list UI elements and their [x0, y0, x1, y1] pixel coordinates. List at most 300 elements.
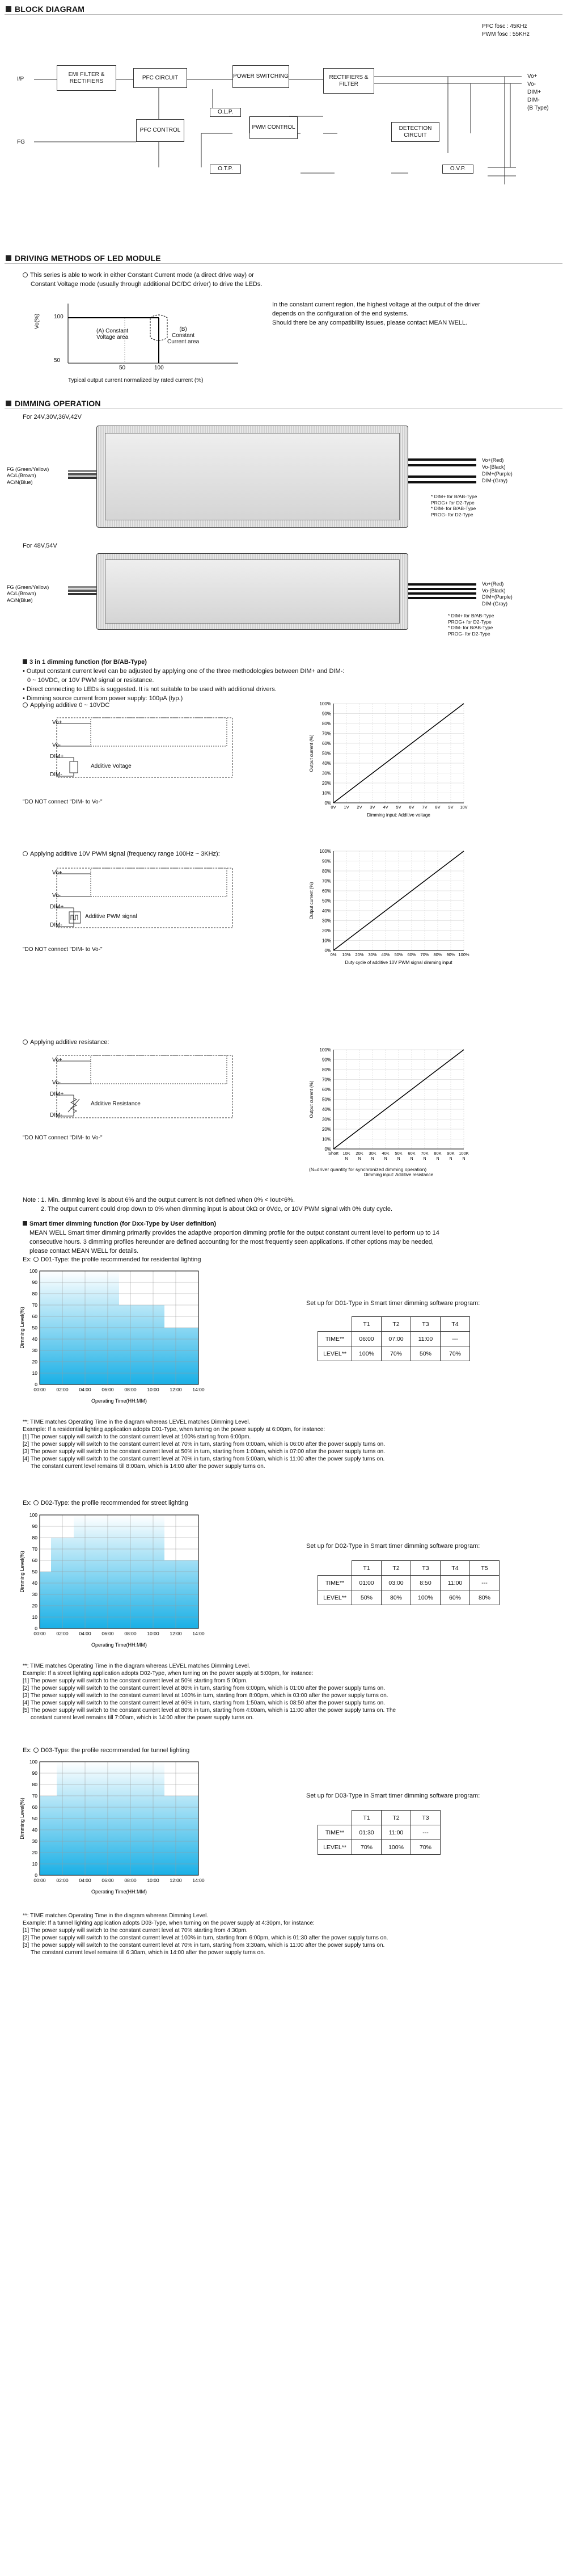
y-tick-label: 50	[32, 1569, 37, 1575]
y-tick-label: 30	[32, 1592, 37, 1597]
table-cell: 11:00	[382, 1825, 411, 1840]
y-tick-label: 10%	[321, 1137, 331, 1142]
x-tick-label: 7V	[422, 805, 428, 810]
table-cell: LEVEL**	[318, 1840, 352, 1855]
y-tick-label: 80	[32, 1782, 37, 1787]
option-2	[23, 850, 220, 859]
section-block-diagram	[5, 5, 562, 15]
x-tick-label: 10:00	[147, 1387, 159, 1392]
y-tick-label: 90%	[321, 1057, 331, 1063]
table-cell: T4	[441, 1317, 470, 1332]
c2-dim-minus: DIM-	[50, 922, 62, 928]
d03-title: D03-Type: the profile recommended for tunnel lighting	[40, 1747, 190, 1754]
y-tick-label: 40	[32, 1336, 37, 1342]
y-tick-label: 30%	[321, 1117, 331, 1122]
y-tick-label: 80	[32, 1291, 37, 1297]
table-cell: 11:00	[411, 1332, 441, 1346]
c1-vo-minus: Vo-	[52, 742, 61, 748]
ovp-block: O.V.P.	[442, 165, 473, 174]
pfc-fosc: PFC fosc : 45KHz	[482, 23, 527, 30]
section-driving-methods	[5, 254, 562, 264]
table-cell: 50%	[411, 1346, 441, 1361]
note-line: [1] The power supply will switch to the constant current level at 100% starting from 6:00pm.	[23, 1434, 251, 1440]
x-tick-label: 60K	[408, 1151, 416, 1156]
y-tick-label: 30	[32, 1838, 37, 1844]
dim-note-2: 2. The output current could drop down to 0% when dimming input is about 0kΩ or 0Vdc, or 10V PWM signal with 0% duty cycle.	[41, 1206, 393, 1213]
note-line: Example: If a tunnel lighting application adopts D03-Type, when turning on the power supply at 4:30pm, for instance:	[23, 1920, 315, 1926]
x-tick-label: 14:00	[192, 1387, 205, 1392]
y-tick-label: 80%	[321, 1067, 331, 1072]
x-tick-label: 14:00	[192, 1631, 205, 1636]
x-tick-label: 40K	[382, 1151, 390, 1156]
x-tick-label: 04:00	[79, 1631, 91, 1636]
y-tick-label: 0%	[324, 801, 331, 806]
vo-minus-wire: Vo-(Black)	[482, 587, 506, 594]
table-cell: 80%	[470, 1590, 500, 1605]
section-bullet	[6, 401, 11, 406]
driving-note	[272, 301, 510, 328]
table-cell: 100%	[411, 1590, 441, 1605]
x-tick-sublabel: N	[462, 1157, 466, 1161]
dim-minus-wire: DIM-(Gray)	[482, 601, 507, 607]
area-b-l1: (B)	[179, 326, 187, 332]
table-cell: 100%	[352, 1346, 382, 1361]
y-tick-label: 80	[32, 1535, 37, 1540]
x-tick-label: 00:00	[33, 1387, 46, 1392]
table-cell: TIME**	[318, 1825, 352, 1840]
note-line1: In the constant current region, the highest voltage at the output of the driver	[272, 301, 480, 308]
x-tick-label: 08:00	[124, 1878, 137, 1883]
y-tick-label: 100%	[319, 1047, 331, 1053]
b1b-text: 0 ~ 10VDC, or 10V PWM signal or resistance.	[27, 676, 154, 684]
y-tick-label: 40	[32, 1827, 37, 1833]
y-tick-label: 40%	[321, 1107, 331, 1112]
x-tick-label: 100K	[459, 1151, 469, 1156]
fg-wire: FG (Green/Yellow)	[7, 466, 49, 472]
x-tick-label: 9V	[448, 805, 454, 810]
y-tick-label: 90%	[321, 711, 331, 717]
c3-dim-minus: DIM-	[50, 1112, 62, 1118]
table-row	[318, 1332, 470, 1346]
x-tick-label: 08:00	[124, 1387, 137, 1392]
table-cell: T1	[352, 1561, 382, 1576]
x-tick-label: 3V	[370, 805, 375, 810]
c3-vo-plus: Vo+	[52, 1057, 62, 1063]
x-tick-sublabel: N	[423, 1157, 426, 1161]
dimming-chart-voltage	[306, 698, 488, 828]
x-tick-label: 80%	[433, 952, 442, 957]
x-tick-label: Short	[328, 1151, 338, 1156]
additive-voltage-label: Additive Voltage	[91, 763, 132, 769]
smart-intro	[23, 1220, 550, 1256]
note-line: [2] The power supply will switch to the constant current level at 70% in turn, starting from 0:00am, which is 06:00 after the power supply turns on.	[23, 1441, 386, 1447]
y-tick-label: 20%	[321, 928, 331, 933]
y-tick-label: 90	[32, 1770, 37, 1776]
note-line: Example: If a street lighting application adopts D02-Type, when turning on the power supply at 5:00pm, for instance:	[23, 1670, 314, 1677]
three-in-one-title: 3 in 1 dimming function (for B/AB-Type)	[29, 659, 147, 666]
d01-title: D01-Type: the profile recommended for residential lighting	[40, 1256, 201, 1263]
note-line: [1] The power supply will switch to the constant current level at 70% starting from 4:30pm.	[23, 1927, 248, 1934]
acl-wire: AC/L(Brown)	[7, 591, 36, 597]
dim-plus-label: DIM+	[527, 89, 541, 95]
dim-note: * DIM- for B/AB-Type	[448, 625, 493, 631]
dim-note: PROG+ for D2-Type	[431, 499, 475, 506]
table-row	[318, 1825, 441, 1840]
table-cell: ---	[411, 1825, 441, 1840]
power-switching-block: POWER SWITCHING	[232, 65, 289, 88]
x-tick-label: 5V	[396, 805, 401, 810]
d02-header	[23, 1499, 188, 1508]
d03-chart	[17, 1756, 266, 1909]
radio-icon	[23, 851, 28, 856]
table-row	[318, 1840, 441, 1855]
x-tick-label: 06:00	[101, 1631, 114, 1636]
dim-note: PROG- for D2-Type	[448, 630, 490, 637]
x-tick-sublabel: N	[436, 1157, 439, 1161]
x-axis-label: Operating Time(HH:MM)	[91, 1642, 147, 1648]
d03-setup: Set up for D03-Type in Smart timer dimming software program:	[306, 1792, 480, 1799]
table-cell: T3	[411, 1811, 441, 1825]
ex-label: Ex:	[23, 1256, 32, 1263]
intro-line1: This series is able to work in either Constant Current mode (a direct drive way) or	[30, 272, 254, 279]
y-tick-label: 90%	[321, 858, 331, 864]
d01-chart	[17, 1265, 266, 1419]
dim-note: * DIM+ for B/AB-Type	[448, 613, 494, 618]
c3-dim-plus: DIM+	[50, 1091, 64, 1097]
y-tick-label: 100	[29, 1512, 37, 1518]
x-tick-label: 40%	[381, 952, 390, 957]
y-tick-label: 20%	[321, 1127, 331, 1132]
y-tick-label: 60%	[321, 1087, 331, 1092]
table-cell: 80%	[382, 1590, 411, 1605]
area-a-l1: (A) Constant	[96, 328, 129, 334]
smart-p1: MEAN WELL Smart timer dimming primarily provides the adaptive proportion dimming profile for the output constant current level to perform up to 14	[29, 1229, 439, 1236]
x-tick-label: 12:00	[170, 1631, 182, 1636]
table-cell: T4	[441, 1561, 470, 1576]
y-tick-label: 70	[32, 1546, 37, 1552]
opt2-text: Applying additive 10V PWM signal (frequency range 100Hz ~ 3KHz):	[30, 851, 220, 857]
section-dimming-operation	[5, 399, 562, 409]
x-tick-sublabel: N	[345, 1157, 348, 1161]
d02-title: D02-Type: the profile recommended for street lighting	[40, 1500, 188, 1506]
radio-icon	[33, 1500, 39, 1505]
note-line: Example: If a residential lighting application adopts D01-Type, when turning on the power supply at 6:00pm, for instance:	[23, 1426, 325, 1433]
x-tick-sublabel: N	[384, 1157, 387, 1161]
driving-y50: 50	[54, 357, 61, 364]
c1-vo-plus: Vo+	[52, 719, 62, 726]
x-tick-label: 10K	[342, 1151, 350, 1156]
x-tick-label: 04:00	[79, 1387, 91, 1392]
dim-plus-wire: DIM+(Purple)	[482, 471, 513, 477]
driving-intro	[23, 271, 262, 289]
y-axis-label: Dimming Level(%)	[19, 1307, 25, 1349]
three-in-one-intro	[23, 658, 420, 704]
vo-minus-label: Vo-	[527, 81, 536, 87]
y-tick-label: 70	[32, 1302, 37, 1308]
table-cell: ---	[441, 1332, 470, 1346]
table-cell: 100%	[382, 1840, 411, 1855]
option-3	[23, 1038, 109, 1047]
y-axis-label: Output current (%)	[309, 1080, 314, 1118]
d03-header	[23, 1746, 189, 1756]
y-tick-label: 10	[32, 1370, 37, 1376]
area-a	[96, 328, 128, 340]
d01-header	[23, 1256, 201, 1265]
smart-p3: please contact MEAN WELL for details.	[29, 1247, 139, 1255]
dc-labels-1	[482, 457, 513, 485]
d02-notes	[23, 1662, 550, 1721]
pwm-fosc: PWM fosc : 55KHz	[482, 31, 530, 37]
acl-wire: AC/L(Brown)	[7, 473, 36, 479]
y-tick-label: 20	[32, 1603, 37, 1609]
y-tick-label: 90	[32, 1523, 37, 1529]
table-cell: 03:00	[382, 1576, 411, 1590]
c2-vo-minus: Vo-	[52, 893, 61, 899]
note-line: [1] The power supply will switch to the constant current level at 50% starting from 5:00pm.	[23, 1678, 248, 1684]
section-title: DIMMING OPERATION	[15, 399, 101, 408]
bullet-3: • Dimming source current from power supply: 100μA (typ.)	[23, 694, 183, 702]
x-axis-label: Duty cycle of additive 10V PWM signal dimming input	[345, 960, 452, 965]
bullet-2: • Direct connecting to LEDs is suggested. It is not suitable to be used with additional drivers.	[23, 685, 277, 693]
additive-pwm-label: Additive PWM signal	[85, 914, 137, 920]
smart-p2: consecutive hours. 3 dimming profiles hereunder are defined accounting for the most frequently seen applications. If other options may be needed,	[29, 1238, 434, 1245]
y-tick-label: 20	[32, 1359, 37, 1365]
pfc-circuit-block: PFC CIRCUIT	[133, 68, 187, 88]
table-cell: LEVEL**	[318, 1346, 352, 1361]
table-cell	[318, 1811, 352, 1825]
table-cell: 60%	[441, 1590, 470, 1605]
dim-plus-wire: DIM+(Purple)	[482, 594, 513, 600]
square-bullet-icon	[23, 1221, 27, 1226]
y-tick-label: 50%	[321, 1097, 331, 1102]
section-bullet	[6, 255, 11, 261]
note-line: [3] The power supply will switch to the constant current level at 100% in turn, starting from 8:00pm, which is 03:00 after the power supply turns on.	[23, 1693, 388, 1699]
x-tick-label: 10:00	[147, 1631, 159, 1636]
radio-icon	[33, 1748, 39, 1753]
table-cell: ---	[470, 1576, 500, 1590]
opt1-text: Applying additive 0 ~ 10VDC	[30, 702, 110, 709]
y-tick-label: 80%	[321, 721, 331, 726]
y-axis-label: Dimming Level(%)	[19, 1551, 25, 1593]
fg-label: FG	[17, 139, 25, 145]
intro-line2: Constant Voltage mode (usually through additional DC/DC driver) to drive the LEDs.	[31, 280, 263, 288]
c1-dim-plus: DIM+	[50, 754, 64, 760]
radio-icon	[23, 1039, 28, 1045]
x-tick-label: 60%	[407, 952, 416, 957]
y-tick-label: 10	[32, 1614, 37, 1620]
d03-notes	[23, 1912, 550, 1956]
x-tick-label: 06:00	[101, 1878, 114, 1883]
ip-label: I/P	[17, 76, 24, 82]
x-tick-label: 08:00	[124, 1631, 137, 1636]
y-tick-label: 60	[32, 1558, 37, 1563]
vo-plus-wire: Vo+(Red)	[482, 581, 504, 587]
table-cell: T3	[411, 1561, 441, 1576]
y-tick-label: 60	[32, 1804, 37, 1810]
d03-table	[318, 1810, 441, 1855]
dim-minus-wire: DIM-(Gray)	[482, 478, 507, 484]
x-tick-label: 0V	[331, 805, 336, 810]
note-line: [2] The power supply will switch to the constant current level at 80% in turn, starting from 6:00pm, which is 01:00 after the power supply turns on.	[23, 1685, 386, 1691]
table-cell: T3	[411, 1317, 441, 1332]
olp-block: O.L.P.	[210, 108, 241, 117]
y-tick-label: 0%	[324, 1147, 331, 1152]
fg-wire: FG (Green/Yellow)	[7, 584, 49, 590]
table-cell: T5	[470, 1561, 500, 1576]
y-tick-label: 30%	[321, 771, 331, 776]
c2-vo-plus: Vo+	[52, 870, 62, 876]
area-b	[167, 326, 199, 345]
dim-minus-label: DIM-	[527, 97, 540, 103]
c1-donot: "DO NOT connect "DIM- to Vo-"	[23, 799, 103, 805]
dim-note: * DIM- for B/AB-Type	[431, 506, 476, 512]
table-cell: 50%	[352, 1590, 382, 1605]
c1-dim-minus: DIM-	[50, 772, 62, 778]
y-tick-label: 80%	[321, 869, 331, 874]
x-tick-label: 20%	[355, 952, 364, 957]
x-tick-label: 70%	[420, 952, 429, 957]
dim-notes-1	[431, 494, 477, 518]
ac-labels-2	[7, 584, 49, 604]
x-tick-label: 12:00	[170, 1387, 182, 1392]
x-tick-sublabel: N	[410, 1157, 413, 1161]
x-tick-label: 12:00	[170, 1878, 182, 1883]
y-tick-label: 30%	[321, 918, 331, 924]
driving-caption: Typical output current normalized by rated current (%)	[68, 377, 204, 384]
x-tick-label: 6V	[409, 805, 414, 810]
note-line: The constant current level remains till 6:30am, which is 14:00 after the power supply turns on.	[31, 1950, 265, 1956]
ex-label: Ex:	[23, 1747, 32, 1754]
note-line2: depends on the configuration of the end systems.	[272, 310, 409, 317]
table-cell: 8:50	[411, 1576, 441, 1590]
driving-y100: 100	[54, 314, 64, 320]
bullet-icon	[23, 272, 28, 277]
x-axis-label: Operating Time(HH:MM)	[91, 1398, 147, 1404]
driving-x50: 50	[119, 365, 126, 371]
section-bullet	[6, 6, 11, 12]
x-axis-label: Dimming input: Additive voltage	[367, 813, 430, 818]
pfc-control-block: PFC CONTROL	[136, 119, 184, 142]
x-tick-label: 06:00	[101, 1387, 114, 1392]
y-axis-label: Dimming Level(%)	[19, 1798, 25, 1840]
x-tick-label: 90K	[447, 1151, 455, 1156]
table-row	[318, 1346, 470, 1361]
x-tick-label: 00:00	[33, 1631, 46, 1636]
x-tick-label: 10:00	[147, 1878, 159, 1883]
driving-ylabel: Vo(%)	[34, 313, 40, 329]
y-tick-label: 100%	[319, 701, 331, 706]
y-tick-label: 70	[32, 1793, 37, 1799]
x-tick-label: 20K	[356, 1151, 363, 1156]
table-cell: 01:30	[352, 1825, 382, 1840]
y-tick-label: 70%	[321, 731, 331, 736]
y-tick-label: 40	[32, 1580, 37, 1586]
opt3-text: Applying additive resistance:	[30, 1039, 109, 1046]
table-cell: T2	[382, 1811, 411, 1825]
table-cell: TIME**	[318, 1332, 352, 1346]
y-tick-label: 50%	[321, 898, 331, 904]
x-tick-label: 80K	[434, 1151, 442, 1156]
dim-note: PROG+ for D2-Type	[448, 618, 492, 625]
note-line: constant current level remains till 7:00am, which is 14:00 after the power supply turns on.	[31, 1715, 254, 1721]
table-cell: 06:00	[352, 1332, 382, 1346]
x-tick-label: 4V	[383, 805, 388, 810]
table-cell: LEVEL**	[318, 1590, 352, 1605]
x-tick-label: 90%	[446, 952, 455, 957]
x-axis-label: Dimming input: Additive resistance	[363, 1172, 434, 1177]
section-title: DRIVING METHODS OF LED MODULE	[15, 254, 161, 263]
ex-label: Ex:	[23, 1500, 32, 1506]
note-line: [4] The power supply will switch to the constant current level at 60% in turn, starting from 1:50am, which is 08:50 after the power supply turns on.	[23, 1700, 386, 1706]
x-tick-label: 70K	[421, 1151, 429, 1156]
rectifiers-filter-block: RECTIFIERS & FILTER	[323, 68, 374, 94]
table-row	[318, 1590, 500, 1605]
table-row	[318, 1317, 470, 1332]
y-tick-label: 10%	[321, 938, 331, 944]
x-axis-label: Operating Time(HH:MM)	[91, 1889, 147, 1895]
note-line: [3] The power supply will switch to the constant current level at 70% in turn, starting from 3:30am, which is 11:00 after the power supply turns on.	[23, 1942, 385, 1948]
c3-donot: "DO NOT connect "DIM- to Vo-"	[23, 1135, 103, 1141]
additive-resistance-label: Additive Resistance	[91, 1101, 141, 1107]
btype-label: (B Type)	[527, 105, 549, 111]
x-tick-label: 1V	[344, 805, 349, 810]
for-label-2: For 48V,54V	[23, 542, 57, 549]
chart3-xlabel1: (N=driver quantity for synchronized dimming operation)	[309, 1167, 427, 1172]
x-tick-label: 04:00	[79, 1878, 91, 1883]
table-cell: 70%	[411, 1840, 441, 1855]
y-tick-label: 50	[32, 1325, 37, 1331]
d01-setup: Set up for D01-Type in Smart timer dimming software program:	[306, 1300, 480, 1307]
table-cell: 70%	[352, 1840, 382, 1855]
pwm-control-block: PWM CONTROL	[249, 116, 298, 139]
y-tick-label: 20	[32, 1850, 37, 1855]
x-tick-label: 10%	[342, 952, 351, 957]
y-tick-label: 100	[29, 1268, 37, 1274]
x-tick-label: 30K	[369, 1151, 376, 1156]
d01-notes	[23, 1419, 550, 1470]
b1-text: Output constant current level can be adjusted by applying one of the three methodologies between DIM+ and DIM-:	[26, 667, 345, 675]
y-tick-label: 60%	[321, 889, 331, 894]
x-tick-label: 2V	[357, 805, 362, 810]
b2-text: Direct connecting to LEDs is suggested. It is not suitable to be used with additional drivers.	[26, 685, 277, 693]
x-tick-label: 50K	[395, 1151, 403, 1156]
radio-icon	[23, 702, 28, 708]
table-row	[318, 1576, 500, 1590]
c3-vo-minus: Vo-	[52, 1080, 61, 1086]
x-tick-label: 0%	[330, 952, 337, 957]
note-line: [5] The power supply will switch to the constant current level at 80% in turn, starting from 4:00am, which is 11:00 after the power supply turns on. The	[23, 1707, 396, 1714]
y-axis-label: Output current (%)	[309, 734, 314, 772]
note-line: [2] The power supply will switch to the constant current level at 100% in turn, starting from 6:00pm, which is 01:30 after the power supply turns on.	[23, 1935, 388, 1941]
note-line3: Should there be any compatibility issues, please contact MEAN WELL.	[272, 319, 468, 326]
dim-note-1: Note : 1. Min. dimming level is about 6% and the output current is not defined when 0% < Iout<6%.	[23, 1197, 295, 1203]
section-title: BLOCK DIAGRAM	[15, 5, 85, 14]
for-label-1: For 24V,30V,36V,42V	[23, 414, 82, 420]
x-tick-sublabel: N	[397, 1157, 400, 1161]
x-tick-sublabel: N	[358, 1157, 361, 1161]
otp-block: O.T.P.	[210, 165, 241, 174]
y-tick-label: 50	[32, 1816, 37, 1821]
note-line: **: TIME matches Operating Time in the diagram whereas Dimming Level.	[23, 1913, 209, 1919]
table-cell	[318, 1561, 352, 1576]
x-tick-sublabel: N	[449, 1157, 452, 1161]
driving-chart	[34, 295, 261, 386]
radio-icon	[33, 1257, 39, 1262]
acn-wire: AC/N(Blue)	[7, 479, 33, 485]
y-tick-label: 70%	[321, 1077, 331, 1083]
b3-text: Dimming source current from power supply: 100μA (typ.)	[26, 694, 183, 702]
vo-plus-wire: Vo+(Red)	[482, 457, 504, 463]
